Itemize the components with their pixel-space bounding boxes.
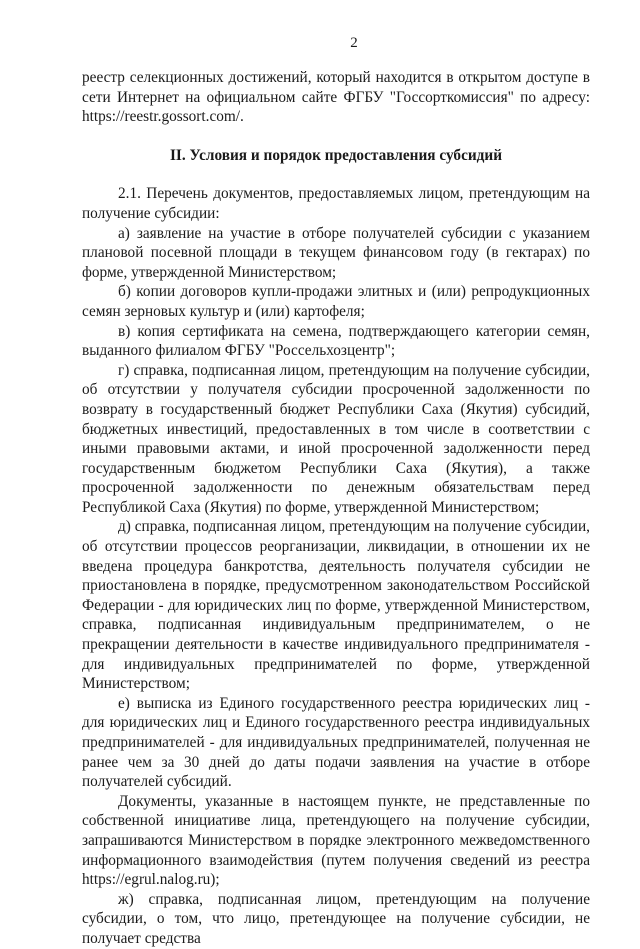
item-g: г) справка, подписанная лицом, претендующим на получение субсидии, об отсутствии у получателя субсидии просроченной задолженности по возврату в государственный бюджет Республики Саха (Якутия) субсидий, бюджетных инвестиций, предоставленных в том числе в соответствии с иными правовыми актами, и иной просроченной задолженности перед государственным бюджетом Республики Саха (Якутия), а также просроченной задолженности по денежным обязательствам перед Республикой Саха (Якутия) по форме, утвержденной Министерством;: [82, 361, 590, 516]
intro-paragraph: реестр селекционных достижений, который находится в открытом доступе в сети Интернет на официальном сайте ФГБУ "Госсорткомиссия" по адресу: https://reestr.gossort.com/.: [82, 69, 590, 126]
section-title: II. Условия и порядок предоставления субсидий: [169, 146, 503, 164]
item-zh: ж) справка, подписанная лицом, претендующим на получение субсидии, о том, что лицо, претендующее на получение субсидии, не получает средства: [82, 890, 590, 947]
item-e: е) выписка из Единого государственного реестра юридических лиц - для юридических лиц и Единого государственного реестра индивидуальных предпринимателей - для индивидуальных предпринимателей, полученная не ранее чем за 30 дней до даты подачи заявления на участие в отборе получателей субсидий.: [82, 694, 590, 791]
page-number: 2: [350, 35, 358, 51]
documents-note: Документы, указанные в настоящем пункте, не представленные по собственной инициативе лица, претендующего на получение субсидии, запрашиваются Министерством в порядке электронного межведомственного информационного взаимодействия (путем получения сведений из реестра https://egrul.nalog.ru);: [82, 792, 590, 889]
item-d: д) справка, подписанная лицом, претендующим на получение субсидии, об отсутствии процессов реорганизации, ликвидации, в отношении их не введена процедура банкротства, деятельность получателя субсидии не приостановлена в порядке, предусмотренном законодательством Российской Федерации - для юридических лиц по форме, утвержденной Министерством, справка, подписанная индивидуальным предпринимателем, о не прекращении деятельности в качестве индивидуального предпринимателя - для индивидуальных предпринимателей по форме, утвержденной Министерством;: [82, 518, 590, 693]
clause-2-1: 2.1. Перечень документов, предоставляемых лицом, претендующим на получение субсидии:: [82, 185, 590, 222]
item-b: б) копии договоров купли-продажи элитных и (или) репродукционных семян зерновых культур и (или) картофеля;: [82, 283, 590, 320]
item-v: в) копия сертификата на семена, подтверждающего категории семян, выданного филиалом ФГБУ "Россельхозцентр";: [82, 322, 590, 360]
item-a: а) заявление на участие в отборе получателей субсидии с указанием плановой посевной площади в текущем финансовом году (в гектарах) по форме, утвержденной Министерством;: [82, 224, 590, 281]
